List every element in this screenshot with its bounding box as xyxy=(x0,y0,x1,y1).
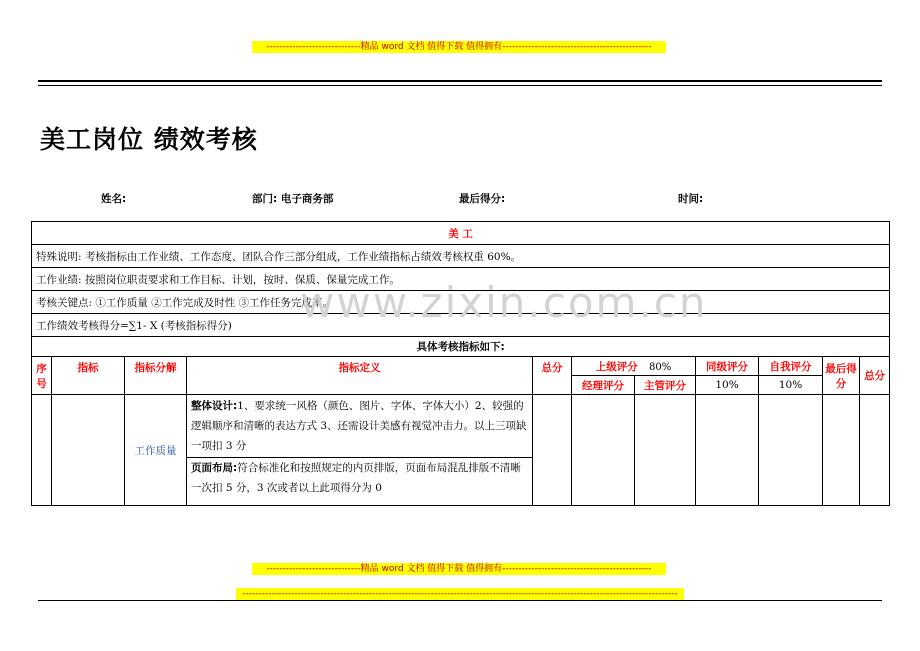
special-note: 特殊说明: 考核指标由工作业绩、工作态度、团队合作三部分组成，工作业绩指标占绩效考核权重 60%。 xyxy=(32,245,890,268)
footer-rule xyxy=(38,600,882,601)
watermark: www.zixin.com.cn xyxy=(300,278,708,327)
score-formula: 工作绩效考核得分=∑1- X (考核指标得分) xyxy=(32,314,890,337)
department-label: 部门: 电子商务部 xyxy=(252,193,334,205)
superior-label: 上级评分 xyxy=(595,360,638,373)
def2-body: 符合标准化和按照规定的内页排版，页面布局混乱排版不清晰一次扣 5 分，3 次或者以上此项得分为 0 xyxy=(191,462,521,494)
row1-supervisor xyxy=(635,395,696,506)
col-seq-header: 序号 xyxy=(32,357,52,395)
key-points: 考核关键点: ①工作质量 ②工作完成及时性 ③工作任务完成率。 xyxy=(32,291,890,314)
bottom-banner: -----------------------------精品 word 文档 值得下载 值得拥有---------------------------------------------- xyxy=(252,563,666,575)
name-label: 姓名: xyxy=(101,193,127,205)
work-performance-desc: 工作业绩: 按照岗位职责要求和工作目标、计划，按时、保质、保量完成工作。 xyxy=(32,268,890,291)
self-weight: 10% xyxy=(759,376,823,395)
row1-total xyxy=(533,395,572,506)
col-peer-header: 同级评分 xyxy=(696,357,759,376)
col-total2-header: 总分 xyxy=(860,357,890,395)
col-total-header: 总分 xyxy=(533,357,572,395)
header-rule-thick xyxy=(38,80,882,82)
col-definition-header: 指标定义 xyxy=(187,357,533,395)
header-rule-thin xyxy=(38,85,882,86)
top-banner: -----------------------------精品 word 文档 值得下载 值得拥有---------------------------------------------- xyxy=(252,41,666,53)
table-header: 美 工 xyxy=(32,222,890,245)
definition-overall-design xyxy=(187,395,533,458)
bottom-dash-banner: -------------------------------------------------------------------------------------------------------------------------------------- xyxy=(236,588,684,600)
col-indicator-header: 指标 xyxy=(52,357,125,395)
assessment-table xyxy=(31,221,890,506)
row1-breakdown: 工作质量 xyxy=(125,395,187,506)
definition-page-layout xyxy=(187,458,533,506)
row1-final xyxy=(823,395,860,506)
row1-peer xyxy=(696,395,759,506)
row1-manager xyxy=(572,395,635,506)
col-superior-header xyxy=(572,357,696,376)
row1-seq xyxy=(32,395,52,506)
col-breakdown-header: 指标分解 xyxy=(125,357,187,395)
col-final-header: 最后得分 xyxy=(823,357,860,395)
manager-score-header: 经理评分 xyxy=(572,376,635,395)
superior-weight: 80% xyxy=(649,361,672,373)
peer-weight: 10% xyxy=(696,376,759,395)
page-title: 美工岗位 绩效考核 xyxy=(40,125,258,154)
section-title: 具体考核指标如下: xyxy=(32,337,890,357)
final-score-label: 最后得分: xyxy=(459,193,506,205)
time-label: 时间: xyxy=(678,193,704,205)
supervisor-score-header: 主管评分 xyxy=(635,376,696,395)
col-self-header: 自我评分 xyxy=(759,357,823,376)
def1-head: 整体设计: xyxy=(191,400,238,412)
row1-indicator xyxy=(52,395,125,506)
row1-self xyxy=(759,395,823,506)
row1-total2 xyxy=(860,395,890,506)
def2-head: 页面布局: xyxy=(191,462,238,474)
def1-body: 1、要求统一风格（颜色、图片、字体、字体大小）2、较强的逻辑顺序和清晰的表达方式 3、还需设计美感有视觉冲击力。以上三项缺一项扣 3 分 xyxy=(191,400,527,452)
